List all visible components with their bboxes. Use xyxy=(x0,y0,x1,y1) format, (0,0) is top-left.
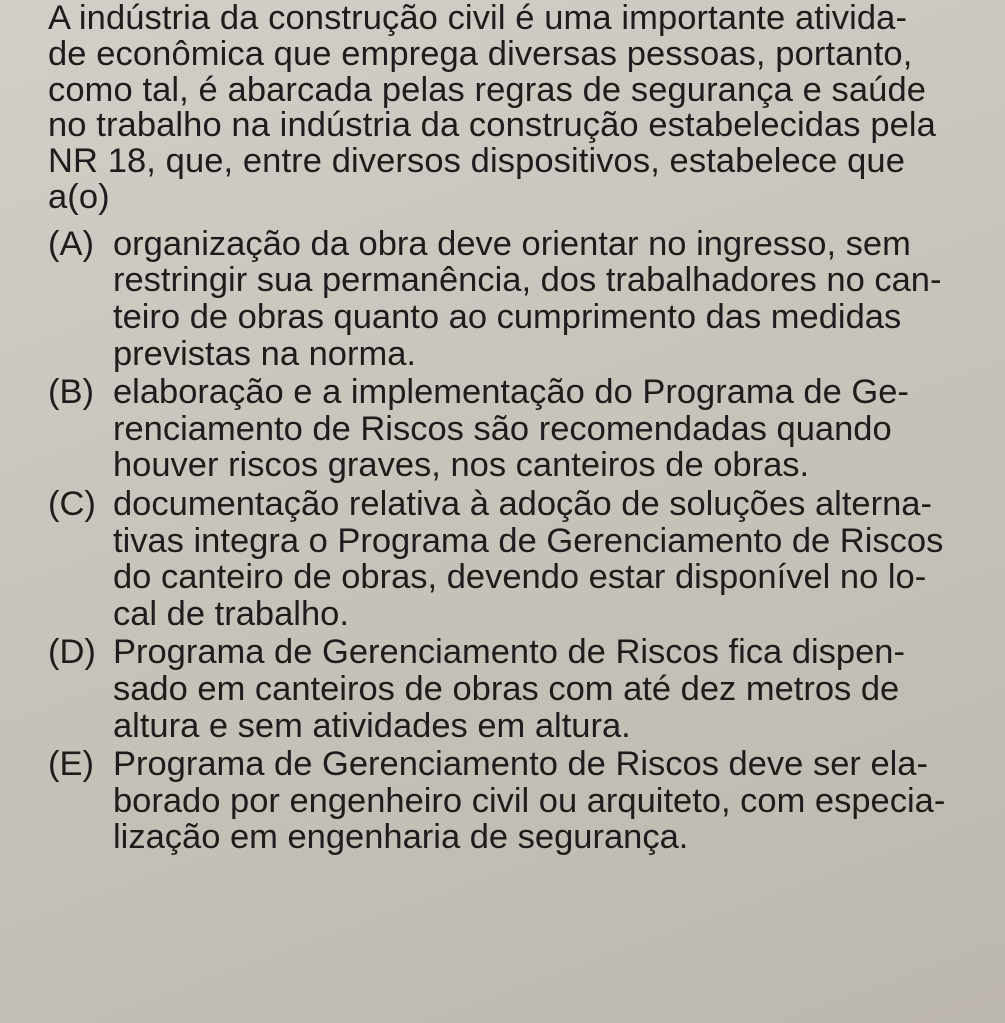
option-text-line: lização em engenharia de segurança. xyxy=(113,818,689,857)
option-letter: (B) xyxy=(48,373,94,412)
option-a[interactable] xyxy=(48,226,973,372)
stem-line: de econômica que emprega diversas pessoas, portanto, xyxy=(48,34,913,73)
option-text-line: houver riscos graves, nos canteiros de obras. xyxy=(113,446,810,485)
question-page xyxy=(48,0,973,858)
option-text-line: cal de trabalho. xyxy=(113,594,349,633)
option-text-line: do canteiro de obras, devendo estar disponível no lo- xyxy=(113,558,927,597)
option-text-line: organização da obra deve orientar no ingresso, sem xyxy=(113,224,911,263)
option-letter: (E) xyxy=(48,745,94,784)
option-letter: (A) xyxy=(48,224,94,263)
option-text-line: altura e sem atividades em altura. xyxy=(113,706,631,745)
stem-line: a(o) xyxy=(48,177,110,216)
option-letter: (C) xyxy=(48,484,96,523)
option-text-line: tivas integra o Programa de Gerenciamento de Riscos xyxy=(113,521,944,560)
option-text-line: documentação relativa à adoção de soluções alterna- xyxy=(113,484,932,523)
option-text-line: sado em canteiros de obras com até dez metros de xyxy=(113,669,900,708)
option-e[interactable] xyxy=(48,746,973,856)
option-text-line: Programa de Gerenciamento de Riscos fica dispen- xyxy=(113,633,905,672)
option-c[interactable] xyxy=(48,486,973,632)
option-d[interactable] xyxy=(48,634,973,744)
stem-line: no trabalho na indústria da construção estabelecidas pela xyxy=(48,106,936,145)
option-text-line: teiro de obras quanto ao cumprimento das medidas xyxy=(113,297,902,336)
stem-line: como tal, é abarcada pelas regras de segurança e saúde xyxy=(48,70,927,109)
option-text-line: renciamento de Riscos são recomendadas quando xyxy=(113,409,892,448)
question-stem xyxy=(48,1,973,216)
answer-options xyxy=(48,226,973,856)
option-text-line: borado por engenheiro civil ou arquiteto, com especia- xyxy=(113,781,946,820)
option-text-line: previstas na norma. xyxy=(113,334,416,373)
option-b[interactable] xyxy=(48,374,973,484)
option-text-line: Programa de Gerenciamento de Riscos deve ser ela- xyxy=(113,745,928,784)
option-letter: (D) xyxy=(48,633,96,672)
option-text-line: elaboração e a implementação do Programa de Ge- xyxy=(113,373,909,412)
option-text-line: restringir sua permanência, dos trabalhadores no can- xyxy=(113,261,942,300)
stem-line: A indústria da construção civil é uma importante ativida- xyxy=(48,0,908,37)
stem-line: NR 18, que, entre diversos dispositivos, estabelece que xyxy=(48,142,905,181)
